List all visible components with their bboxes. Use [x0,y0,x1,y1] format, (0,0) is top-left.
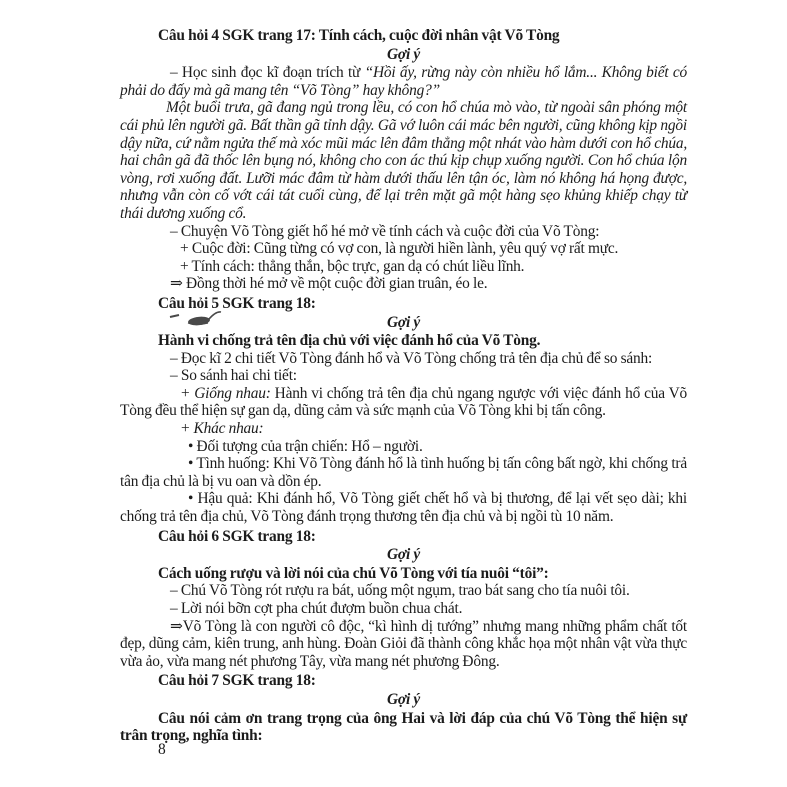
hint-label [120,46,687,64]
question-7-heading-text: Câu hỏi 7 SGK trang 18: [158,672,316,690]
bullet-line: • Tình huống: Khi Võ Tòng đánh hổ là tình huống bị tấn công bất ngờ, khi chống trả tân địa chủ là bị vu oan và dồn ép. [120,455,687,490]
question-4-heading-text: Câu hỏi 4 SGK trang 17: Tính cách, cuộc đời nhân vật Võ Tòng [158,27,560,44]
quoted-excerpt: “Hồi ấy, rừng này còn nhiều hổ lắm... Không biết có phải do đấy mà gã mang tên “Võ Tòng” hay không?” [120,64,688,99]
comparison-diff-line [120,420,687,438]
question-5-heading [120,295,687,313]
note-line: – Chuyện Võ Tòng giết hổ hé mở về tính cách và cuộc đời của Võ Tòng: [170,222,600,240]
hint-label [120,691,687,709]
question-6-heading [120,528,687,546]
comparison-same-text: Hành vi chống trả tên địa chủ ngang ngược với việc đánh hổ của Võ Tòng đều thể hiện sự gan dạ, dũng cảm và sức mạnh của Võ Tòng khi bị tấn công. [120,384,688,420]
conclusion-line: ⇒ Đồng thời hé mở về một cuộc đời gian truân, éo le. [170,275,488,293]
note-line: + Tính cách: thẳng thắn, bộc trực, gan dạ có chút liều lĩnh. [180,257,525,275]
page-number: 8 [158,741,166,758]
hint-label-text: Gợi ý [386,313,421,331]
answer-subheading: Câu nói cảm ơn trang trọng của ông Hai và lời đáp của chú Võ Tòng thể hiện sự trân trọng, nghĩa tình: [120,709,687,745]
comparison-same-line [120,385,687,420]
bullet-line: • Đối tượng của trận chiến: Hổ – người. [188,437,423,455]
hint-label [120,314,687,332]
answer-subheading: Hành vi chống trả tên địa chủ với việc đánh hổ của Võ Tòng. [158,332,541,350]
hint-label [120,546,687,564]
comparison-diff-label: + Khác nhau: [180,420,264,438]
instruction-prefix: – Học sinh đọc kĩ đoạn trích từ [170,64,365,82]
note-line: – Đọc kĩ 2 chi tiết Võ Tòng đánh hổ và Võ Tòng chống trả tên địa chủ để so sánh: [170,349,653,367]
question-7-section [120,672,687,744]
question-4-section [120,27,687,293]
question-6-section [120,528,687,671]
comparison-same-label: + Giống nhau: [180,384,271,402]
question-6-heading-text: Câu hỏi 6 SGK trang 18: [158,527,316,545]
question-5-section [120,295,687,526]
instruction-line [120,64,687,99]
note-line: – Lời nói bỡn cợt pha chút đượm buồn chua chát. [170,600,463,617]
hint-label-text: Gợi ý [386,45,421,63]
note-line: – Chú Võ Tòng rót rượu ra bát, uống một ngụm, trao bát sang cho tía nuôi tôi. [170,582,630,600]
hint-label-text: Gợi ý [386,546,421,564]
question-5-heading-text: Câu hỏi 5 SGK trang 18: [158,294,316,312]
note-line: + Cuộc đời: Cũng từng có vợ con, là người hiền lành, yêu quý vợ rất mực. [180,240,619,258]
question-7-heading [120,672,687,690]
conclusion-line: ⇒Võ Tòng là con người cô độc, “kì hình dị tướng” nhưng mang những phẩm chất tốt đẹp, dũng cảm, kiên trung, anh hùng. Đoàn Giỏi đã thành công khắc họa một nhân vật vừa thực vừa ảo, vừa mang nét phương Tây, vừa mang nét phương Đông. [120,617,687,670]
question-4-heading [120,27,687,45]
note-line: – So sánh hai chi tiết: [170,367,297,385]
hint-label-text: Gợi ý [386,690,421,708]
story-excerpt: Một buổi trưa, gã đang ngủ trong lều, có con hổ chúa mò vào, từ ngoài sân phóng một cái phủ lên người gã. Bất thần gã tỉnh dậy. Gã vớ luôn cái mác bên người, cũng không kịp ngồi dậy nữa, cứ nằm ngửa thế mà xóc mũi mác lên đâm thẳng một nhát vào hàm dưới con hổ chúa, hai chân gã đã thốc lên bụng nó, không cho con ác thú kịp chụp xuống người. Con hổ chúa lộn vòng, rơi xuống đất. Lưỡi mác đâm từ hàm dưới thấu lên tận óc, làm nó không há họng được, nhưng vẫn còn cố vớt cái tát cuối cùng, để lại trên mặt gã một hàng sẹo khủng khiếp chạy từ thái dương xuống cổ. [120,99,687,222]
answer-subheading: Cách uống rượu và lời nói của chú Võ Tòng với tía nuôi “tôi”: [158,564,549,582]
bullet-line: • Hậu quả: Khi đánh hổ, Võ Tòng giết chết hổ và bị thương, để lại vết sẹo dài; khi chống trả tên địa chủ, Võ Tòng đánh trọng thương tên địa chủ và bị ngồi tù 10 năm. [120,490,687,526]
